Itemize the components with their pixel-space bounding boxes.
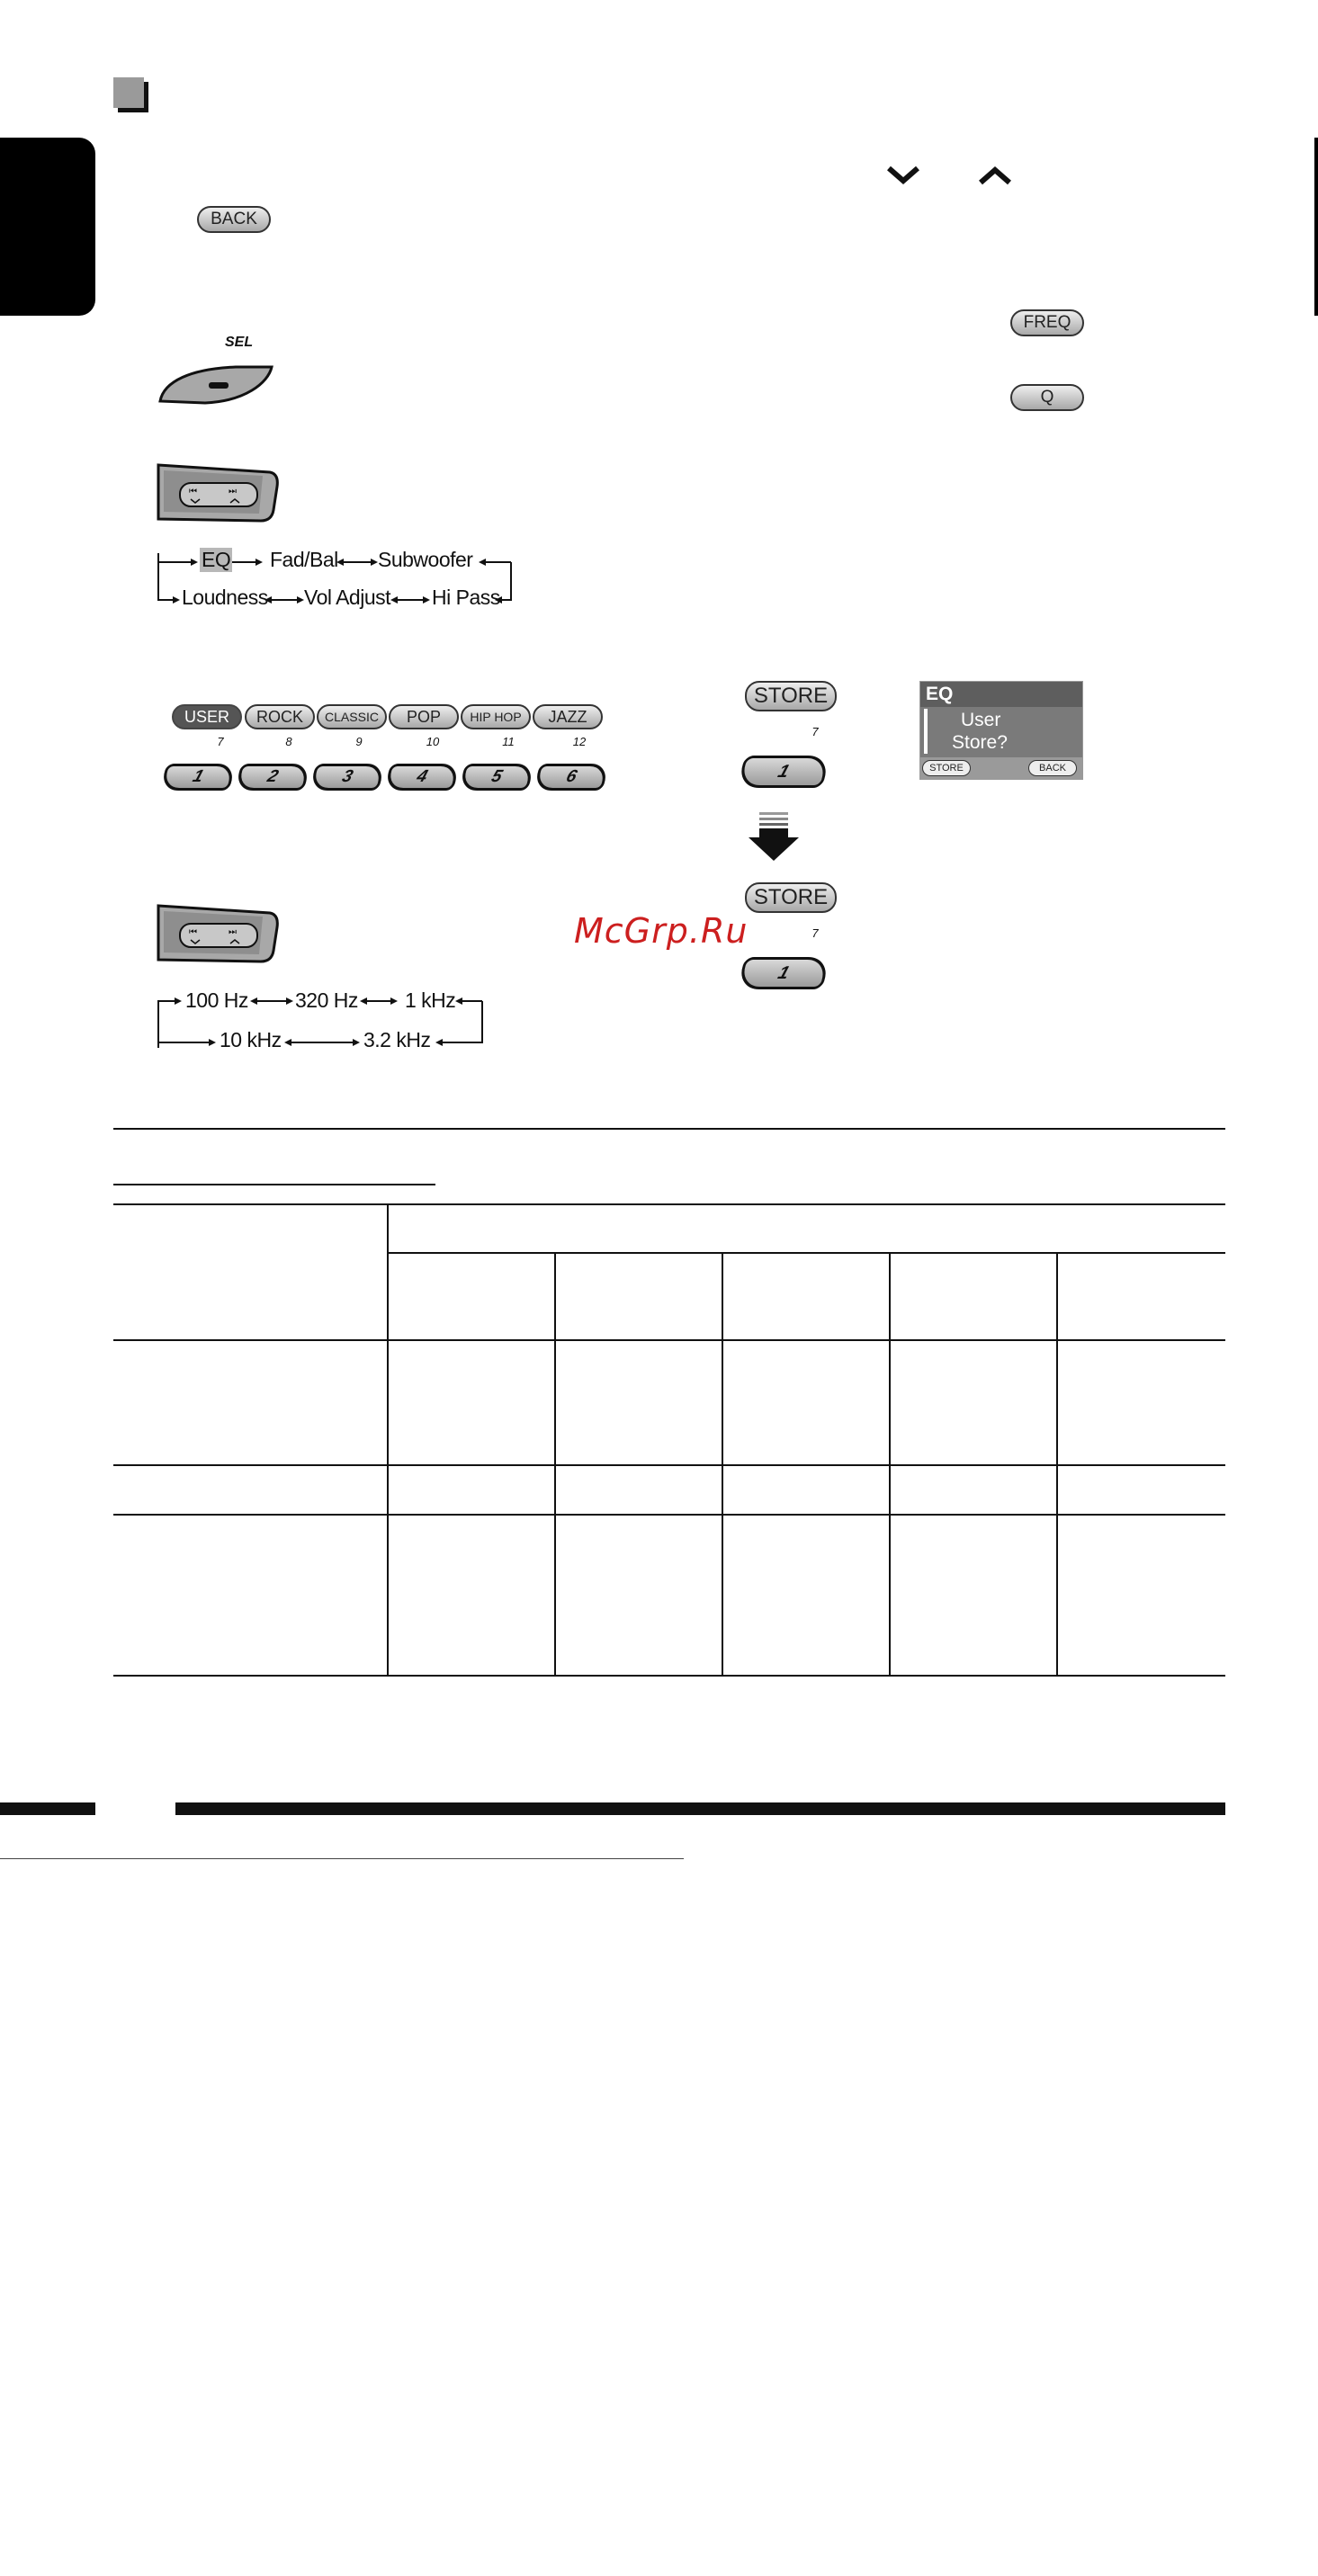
menu-item-loudness: Loudness: [182, 586, 268, 609]
svg-text:⏮: ⏮: [189, 927, 197, 937]
preset-pop[interactable]: POP: [389, 704, 459, 729]
back-button[interactable]: BACK: [197, 206, 271, 233]
q-button[interactable]: Q: [1010, 384, 1084, 411]
menu-item-hi-pass: Hi Pass: [432, 586, 500, 609]
store-key-number: 7: [811, 926, 819, 940]
lcd-display: [919, 681, 1083, 780]
store-number-key-1-second[interactable]: 1: [735, 957, 832, 989]
preset-number: 12: [572, 735, 587, 748]
preset-number: 11: [502, 735, 515, 748]
preset-rock[interactable]: ROCK: [245, 704, 315, 729]
arrow-down-icon: [747, 812, 801, 863]
watermark: McGrp.Ru: [574, 911, 749, 951]
eq-settings-table: [113, 1203, 1225, 2576]
preset-number: 8: [285, 735, 292, 748]
menu-item-vol-adjust: Vol Adjust: [304, 586, 391, 609]
store-button[interactable]: STORE: [745, 681, 837, 711]
number-key-2[interactable]: 2: [233, 764, 312, 791]
preset-user[interactable]: USER: [172, 704, 242, 729]
sel-label: SEL: [225, 335, 254, 350]
store-button-second[interactable]: STORE: [745, 882, 837, 913]
lcd-back-button: BACK: [1028, 760, 1077, 776]
footer-bar-left: [0, 1802, 95, 1815]
footer-bar-right: [175, 1802, 1225, 1815]
freq-1khz: 1 kHz: [405, 988, 456, 1012]
number-key-6[interactable]: 6: [532, 764, 611, 791]
freq-320hz: 320 Hz: [295, 988, 358, 1012]
language-side-tab: [0, 138, 95, 316]
preset-number: 7: [217, 735, 224, 748]
bottom-edge-line: [0, 1858, 684, 1859]
menu-item-eq: EQ: [202, 548, 231, 571]
chevron-up-icon: [977, 165, 1013, 186]
lcd-title: EQ: [926, 684, 954, 704]
lcd-line1: User: [961, 710, 1001, 730]
preset-classic[interactable]: CLASSIC: [317, 704, 387, 729]
store-number-key-1[interactable]: 1: [735, 756, 832, 788]
freq-100hz: 100 Hz: [185, 988, 248, 1012]
preset-number: 10: [426, 735, 440, 748]
section-divider: [113, 1128, 1225, 1130]
store-key-number: 7: [811, 725, 819, 738]
freq-10khz: 10 kHz: [220, 1028, 282, 1051]
chevron-down-icon: [885, 165, 921, 186]
menu-item-fad-bal: Fad/Bal: [270, 548, 338, 571]
lcd-store-button: STORE: [922, 760, 971, 776]
svg-text:⏮: ⏮: [189, 487, 197, 496]
preset-number: 9: [355, 735, 363, 748]
number-key-1[interactable]: 1: [158, 764, 238, 791]
svg-text:⏭: ⏭: [229, 487, 237, 496]
preset-hip-hop[interactable]: HIP HOP: [461, 704, 531, 729]
freq-3-2khz: 3.2 kHz: [363, 1028, 431, 1051]
subsection-underline: [113, 1184, 435, 1185]
skip-control-panel-second[interactable]: [155, 900, 281, 965]
number-key-5[interactable]: 5: [457, 764, 536, 791]
freq-button[interactable]: FREQ: [1010, 309, 1084, 336]
lcd-line2: Store?: [952, 732, 1008, 753]
skip-control-panel[interactable]: [155, 460, 281, 524]
sel-button[interactable]: [155, 363, 277, 407]
svg-text:⏭: ⏭: [229, 927, 237, 937]
right-edge-mark: [1314, 138, 1318, 316]
preset-jazz[interactable]: JAZZ: [533, 704, 603, 729]
number-key-3[interactable]: 3: [308, 764, 387, 791]
number-key-4[interactable]: 4: [382, 764, 462, 791]
section-marker: [113, 77, 144, 108]
menu-item-subwoofer: Subwoofer: [378, 548, 473, 571]
